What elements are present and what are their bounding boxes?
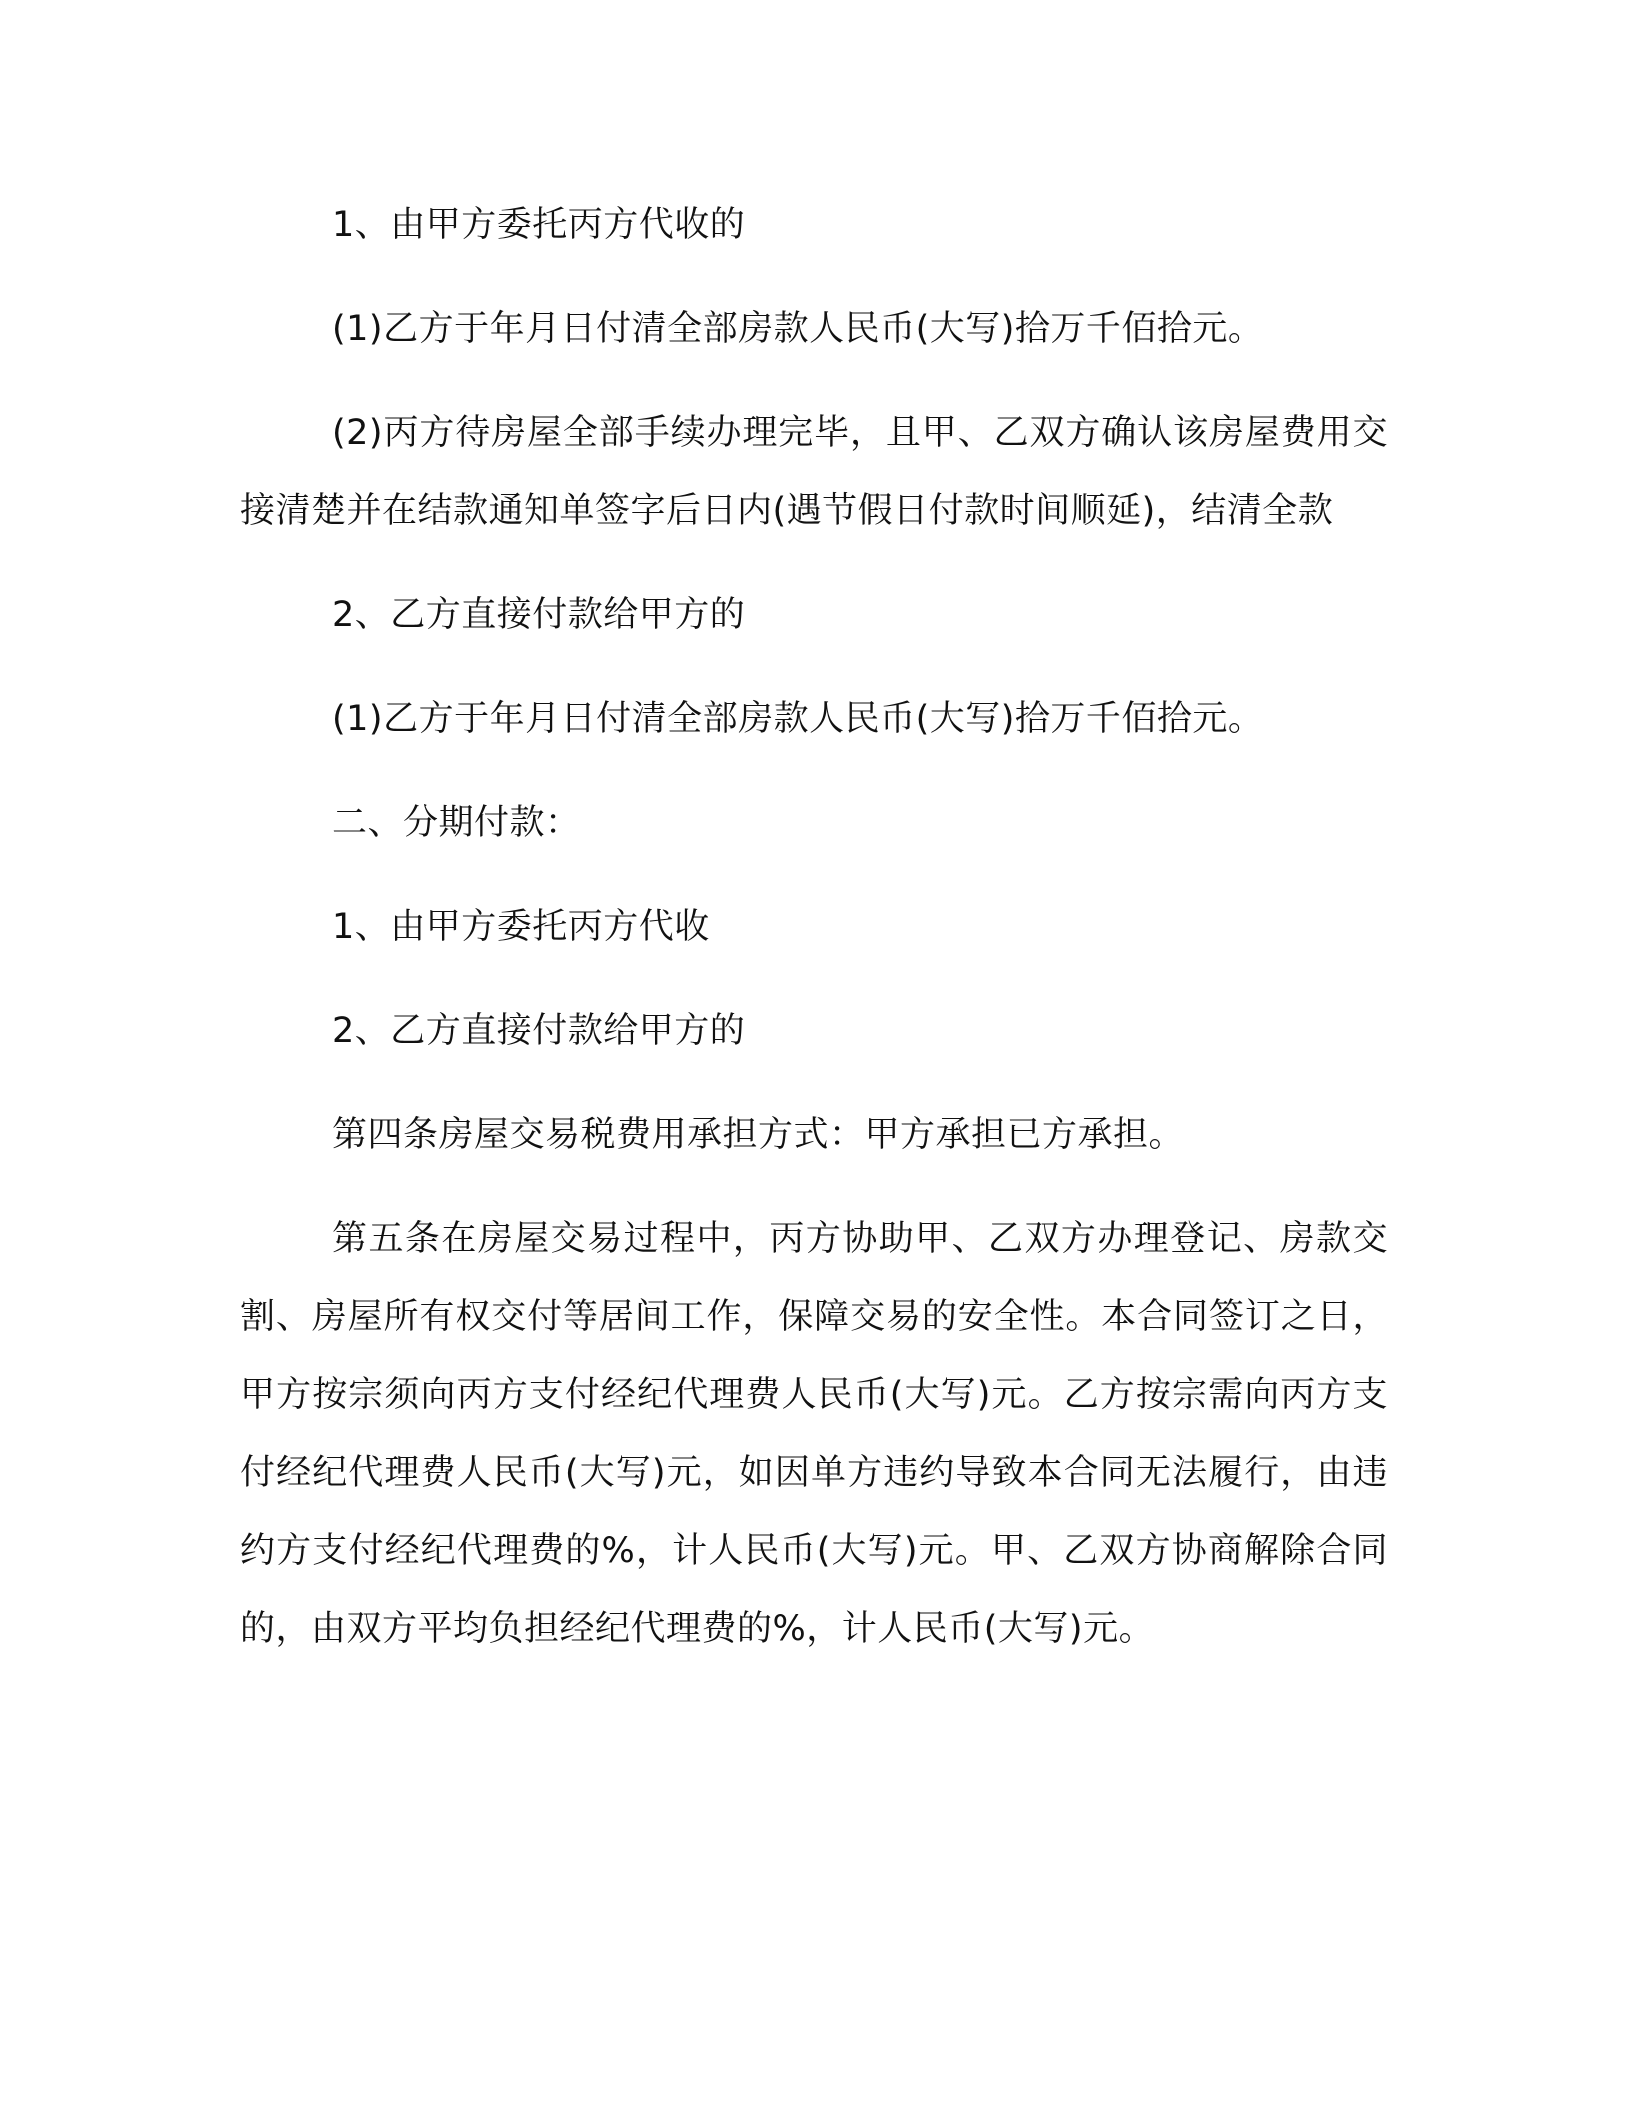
paragraph-6: 二、分期付款： <box>332 803 581 843</box>
paragraph-2: (1)乙方于年月日付清全部房款人民币(大写)拾万千佰拾元。 <box>332 309 1264 349</box>
paragraph-8: 2、乙方直接付款给甲方的 <box>332 1011 746 1051</box>
paragraph-3: (2)丙方待房屋全部手续办理完毕，且甲、乙双方确认该房屋费用交接清楚并在结款通知单签字后日内(遇节假日付款时间顺延)，结清全款 <box>240 413 1388 531</box>
paragraph-7: 1、由甲方委托丙方代收 <box>332 907 710 947</box>
paragraph-10: 第五条在房屋交易过程中，丙方协助甲、乙双方办理登记、房款交割、房屋所有权交付等居间工作，保障交易的安全性。本合同签订之日，甲方按宗须向丙方支付经纪代理费人民币(大写)元。乙方按宗需向丙方支付经纪代理费人民币(大写)元，如因单方违约导致本合同无法履行，由违约方支付经纪代理费的%，计人民币(大写)元。甲、乙双方协商解除合同的，由双方平均负担经纪代理费的%，计人民币(大写)元。 <box>240 1219 1388 1649</box>
document-body <box>240 186 1388 1694</box>
paragraph-4: 2、乙方直接付款给甲方的 <box>332 595 746 635</box>
paragraph-9: 第四条房屋交易税费用承担方式：甲方承担已方承担。 <box>332 1115 1185 1155</box>
paragraph-5: (1)乙方于年月日付清全部房款人民币(大写)拾万千佰拾元。 <box>332 699 1264 739</box>
paragraph-1: 1、由甲方委托丙方代收的 <box>332 205 746 245</box>
